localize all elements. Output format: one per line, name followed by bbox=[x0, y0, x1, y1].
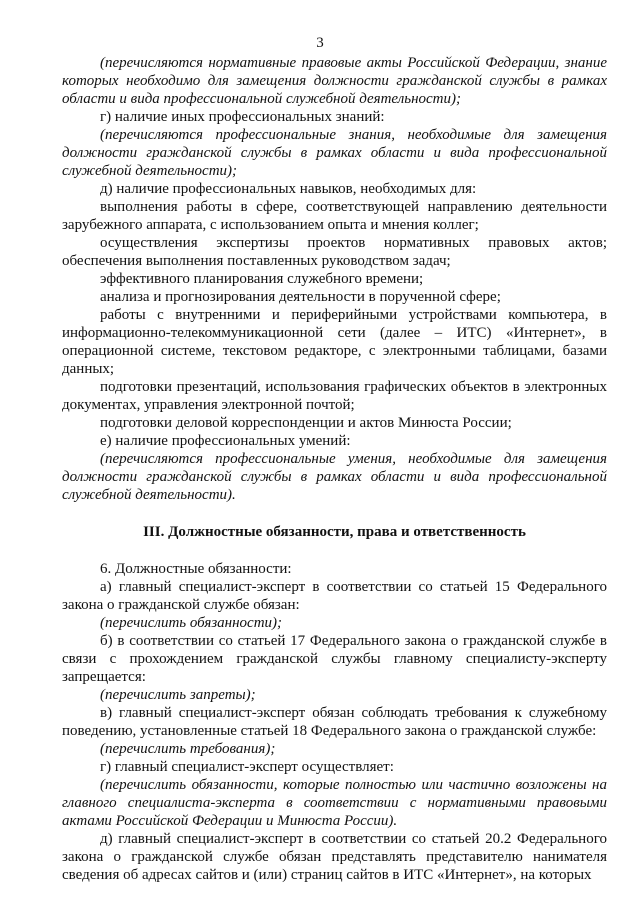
paragraph: эффективного планирования служебного времени; bbox=[100, 271, 424, 287]
paragraph-italic-note: (перечисляются профессиональные умения, необходимые для замещения должности гражданской службы в рамках области и вида профессиональной служебной деятельности). bbox=[62, 451, 607, 503]
paragraph: осуществления экспертизы проектов нормативных правовых актов; обеспечения выполнения поставленных руководством задач; bbox=[62, 235, 607, 269]
paragraph: 6. Должностные обязанности: bbox=[100, 561, 292, 577]
paragraph: д) главный специалист-эксперт в соответствии со статьей 20.2 Федерального закона о гражданской службе обязан представлять представителю нанимателя сведения об адресах сайтов и (или) страниц сайтов в ИТС «Интернет», на которых bbox=[62, 831, 607, 883]
page-number: 3 bbox=[316, 35, 324, 51]
paragraph: работы с внутренними и периферийными устройствами компьютера, в информационно-телекоммуникационной сети (далее – ИТС) «Интернет», в операционной системе, текстовом редакторе, с электронными таблицами, базами данных; bbox=[62, 307, 607, 377]
paragraph-italic-note: (перечисляются профессиональные знания, необходимые для замещения должности гражданской службы в рамках области и вида профессиональной служебной деятельности); bbox=[62, 127, 607, 179]
paragraph: подготовки презентаций, использования графических объектов в электронных документах, управления электронной почтой; bbox=[62, 379, 607, 413]
paragraph-italic-note: (перечислить запреты); bbox=[100, 687, 256, 703]
paragraph: выполнения работы в сфере, соответствующей направлению деятельности зарубежного аппарата, с использованием опыта и мнения коллег; bbox=[62, 199, 607, 233]
section-heading: III. Должностные обязанности, права и ответственность bbox=[143, 524, 526, 540]
paragraph: а) главный специалист-эксперт в соответствии со статьей 15 Федерального закона о гражданской службе обязан: bbox=[62, 579, 607, 613]
paragraph-italic-note: (перечисляются нормативные правовые акты Российской Федерации, знание которых необходимо для замещения должности гражданской службы в рамках области и вида профессиональной служебной деятельности); bbox=[62, 55, 607, 107]
paragraph: е) наличие профессиональных умений: bbox=[100, 433, 351, 449]
paragraph: г) главный специалист-эксперт осуществляет: bbox=[100, 759, 394, 775]
paragraph-italic-note: (перечислить обязанности); bbox=[100, 615, 283, 631]
paragraph: подготовки деловой корреспонденции и актов Минюста России; bbox=[100, 415, 512, 431]
paragraph: в) главный специалист-эксперт обязан соблюдать требования к служебному поведению, установленные статьей 18 Федерального закона о гражданской службе: bbox=[62, 705, 607, 739]
paragraph-italic-note: (перечислить обязанности, которые полностью или частично возложены на главного специалиста-эксперта в соответствии с нормативными правовыми актами Российской Федерации и Минюста России). bbox=[62, 777, 607, 829]
document-body bbox=[62, 54, 607, 884]
paragraph: анализа и прогнозирования деятельности в порученной сфере; bbox=[100, 289, 501, 305]
paragraph: г) наличие иных профессиональных знаний: bbox=[100, 109, 385, 125]
paragraph-italic-note: (перечислить требования); bbox=[100, 741, 276, 757]
paragraph: д) наличие профессиональных навыков, необходимых для: bbox=[100, 181, 477, 197]
paragraph: б) в соответствии со статьей 17 Федерального закона о гражданской службе в связи с прохождением гражданской службы главному специалисту-эксперту запрещается: bbox=[62, 633, 607, 685]
